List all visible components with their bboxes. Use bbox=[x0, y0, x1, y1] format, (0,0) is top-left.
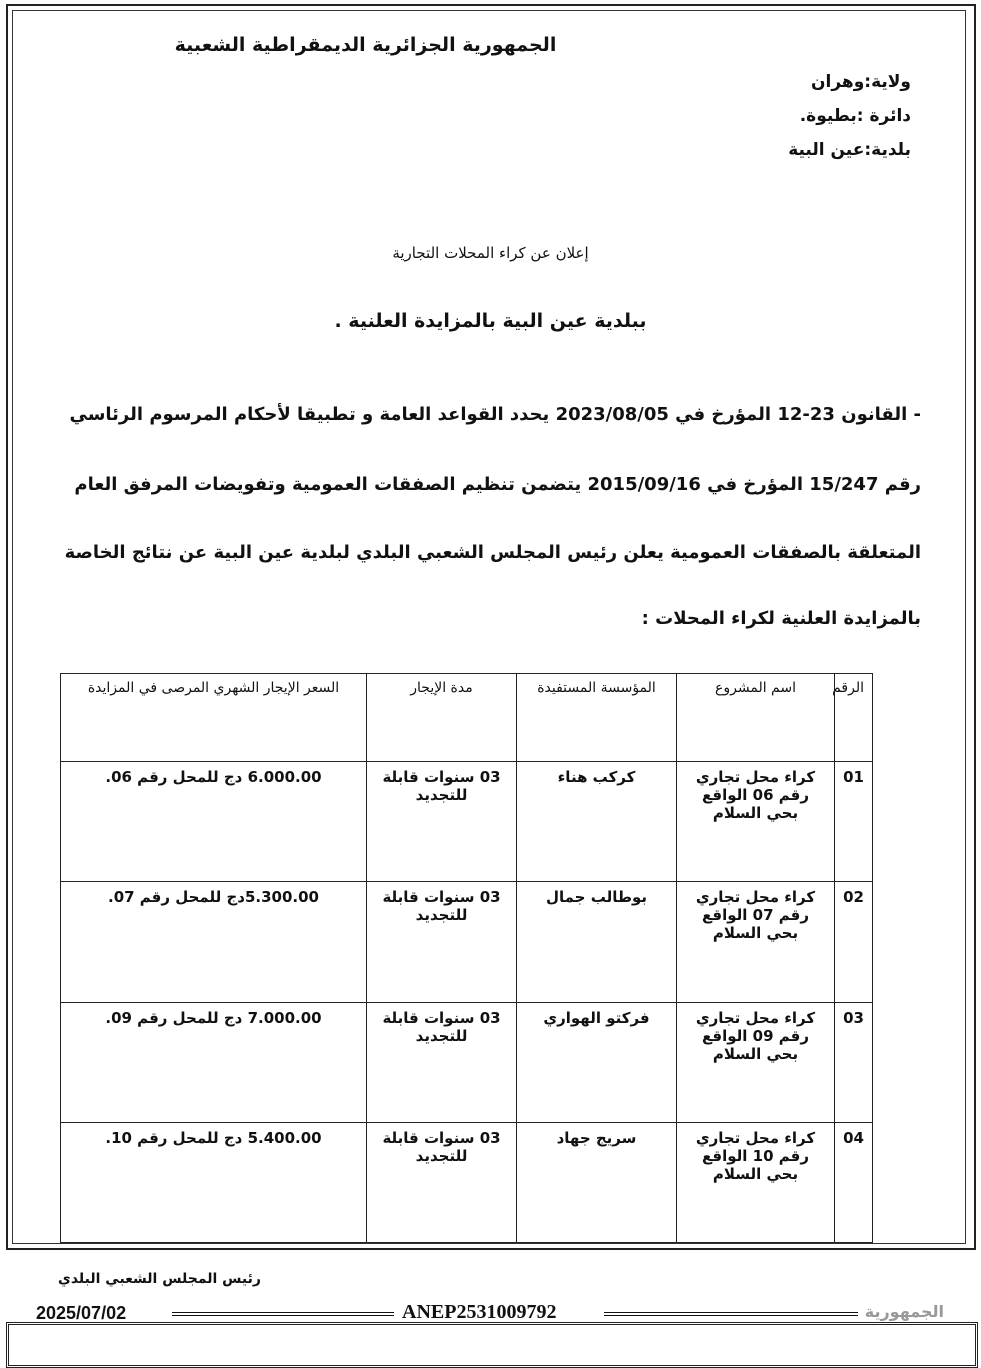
cell-project: كراء محل تجاري رقم 10 الواقع بحي السلام bbox=[677, 1122, 835, 1242]
table-row bbox=[61, 1002, 873, 1122]
daira-line: دائرة :بطيوة. bbox=[799, 106, 911, 126]
header-project: اسم المشروع bbox=[677, 674, 835, 762]
wilaya-line: ولاية:وهران bbox=[811, 72, 911, 92]
cell-num: 04 bbox=[835, 1122, 873, 1242]
table-row bbox=[61, 1122, 873, 1242]
bottom-border bbox=[6, 1322, 978, 1368]
cell-price: 5.400.00 دج للمحل رقم 10. bbox=[61, 1122, 367, 1242]
table-row bbox=[61, 762, 873, 882]
cell-duration: 03 سنوات قابلة للتجديد bbox=[367, 882, 517, 1002]
header-beneficiary: المؤسسة المستفيدة bbox=[517, 674, 677, 762]
announcement-title: إعلان عن كراء المحلات التجارية bbox=[392, 244, 589, 262]
cell-duration: 03 سنوات قابلة للتجديد bbox=[367, 762, 517, 882]
cell-beneficiary: بوطالب جمال bbox=[517, 882, 677, 1002]
results-table bbox=[60, 673, 873, 1243]
cell-project: كراء محل تجاري رقم 07 الواقع بحي السلام bbox=[677, 882, 835, 1002]
signer-title: رئيس المجلس الشعبي البلدي bbox=[58, 1271, 261, 1287]
table-header-row bbox=[61, 674, 873, 762]
announcement-subtitle: ببلدية عين البية بالمزايدة العلنية . bbox=[334, 310, 647, 332]
cell-beneficiary: كركب هناء bbox=[517, 762, 677, 882]
divider-rule bbox=[172, 1312, 394, 1316]
publication-date: 2025/07/02 bbox=[36, 1303, 127, 1323]
newspaper-logo: الجمهورية bbox=[864, 1302, 944, 1321]
cell-duration: 03 سنوات قابلة للتجديد bbox=[367, 1002, 517, 1122]
republic-header: الجمهورية الجزائرية الديمقراطية الشعبية bbox=[174, 34, 557, 56]
cell-beneficiary: سريج جهاد bbox=[517, 1122, 677, 1242]
cell-num: 03 bbox=[835, 1002, 873, 1122]
body-paragraph-1: - القانون 23-12 المؤرخ في 2023/08/05 يحدد القواعد العامة و تطبيقا لأحكام المرسوم الرئاسي bbox=[69, 404, 921, 425]
cell-price: 6.000.00 دج للمحل رقم 06. bbox=[61, 762, 367, 882]
cell-project: كراء محل تجاري رقم 09 الواقع بحي السلام bbox=[677, 1002, 835, 1122]
commune-line: بلدية:عين البية bbox=[788, 140, 911, 160]
cell-num: 02 bbox=[835, 882, 873, 1002]
header-num: الرقم bbox=[835, 674, 873, 762]
table-row bbox=[61, 882, 873, 1002]
header-duration: مدة الإيجار bbox=[367, 674, 517, 762]
divider-rule bbox=[604, 1312, 858, 1316]
anep-code: ANEP2531009792 bbox=[402, 1301, 557, 1323]
cell-num: 01 bbox=[835, 762, 873, 882]
header-price: السعر الإيجار الشهري المرصى في المزايدة bbox=[61, 674, 367, 762]
cell-project: كراء محل تجاري رقم 06 الواقع بحي السلام bbox=[677, 762, 835, 882]
cell-price: 5.300.00دج للمحل رقم 07. bbox=[61, 882, 367, 1002]
body-paragraph-2: رقم 15/247 المؤرخ في 2015/09/16 يتضمن تنظيم الصفقات العمومية وتفويضات المرفق العام bbox=[74, 474, 921, 495]
cell-duration: 03 سنوات قابلة للتجديد bbox=[367, 1122, 517, 1242]
cell-beneficiary: فركتو الهواري bbox=[517, 1002, 677, 1122]
body-paragraph-3: المتعلقة بالصفقات العمومية يعلن رئيس المجلس الشعبي البلدي لبلدية عين البية عن نتائج الخاصة bbox=[64, 542, 921, 563]
body-paragraph-4: بالمزايدة العلنية لكراء المحلات : bbox=[641, 608, 921, 629]
cell-price: 7.000.00 دج للمحل رقم 09. bbox=[61, 1002, 367, 1122]
